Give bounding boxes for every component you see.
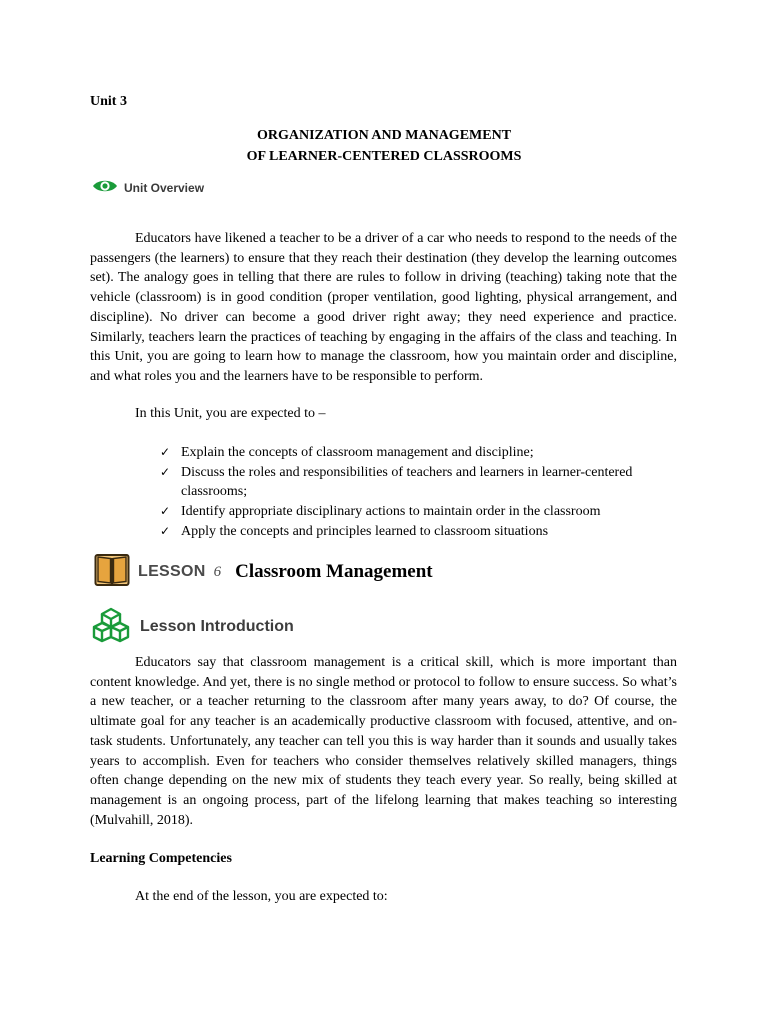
- objective-text: Explain the concepts of classroom management and discipline;: [181, 445, 534, 460]
- eye-icon: [92, 178, 118, 199]
- intro-paragraph: Educators say that classroom management is a critical skill, which is more important than content knowledge. And yet, there is no single method or protocol to follow to ensure success. So what’s a new teacher, or a teacher returning to the classroom after many years away, to do? Of course, the ultimate goal for any teacher is an academically productive classroom with focused, attentive, and on-task students. Unfortunately, any teacher can tell you this is way harder than it sounds and usually takes years to accomplish. Even for teachers who consider themselves relatively skilled managers, things often change depending on the new mix of students they teach every year. So really, being skilled at management is an ongoing process, part of the lifelong learning that makes teaching so interesting (Mulvahill, 2018).: [90, 655, 677, 828]
- boxes-icon: [92, 607, 130, 648]
- competencies-intro: At the end of the lesson, you are expected to:: [135, 889, 388, 904]
- overview-paragraph: Educators have likened a teacher to be a driver of a car who needs to respond to the needs of the passengers (the learners) to ensure that they reach their destination (they develop the learning outcomes set). The analogy goes in telling that there are rules to follow in driving (teaching) taking note that the vehicle (classroom) is in good condition (proper ventilation, good lighting, physical arrangement, and discipline). No driver can become a good driver right away; they need experience and practice. Similarly, teachers learn the practices of teaching by engaging in the affairs of the class and teaching. In this Unit, you are going to learn how to manage the classroom, how you maintain order and discipline, and what roles you and the learners have to be responsible to perform.: [90, 231, 677, 384]
- objective-text: Identify appropriate disciplinary actions to maintain order in the classroom: [181, 504, 601, 520]
- lesson-word: LESSON: [138, 563, 206, 580]
- unit-overview-label: Unit Overview: [124, 181, 205, 195]
- unit-label: Unit 3: [90, 94, 127, 109]
- lesson-number: 6: [213, 563, 222, 580]
- learning-competencies-heading: Learning Competencies: [90, 851, 232, 866]
- lesson-heading: [94, 553, 433, 591]
- unit-title-line-1: ORGANIZATION AND MANAGEMENT: [256, 128, 512, 143]
- unit-title-line-2: OF LEARNER-CENTERED CLASSROOMS: [246, 149, 522, 164]
- objective-item: [160, 443, 680, 463]
- objective-item: [160, 502, 680, 522]
- objective-text: Discuss the roles and responsibilities of teachers and learners in learner-centered classrooms;: [181, 464, 633, 500]
- unit-overview-heading: [92, 179, 204, 197]
- check-icon: ✓: [160, 464, 171, 479]
- check-icon: ✓: [160, 445, 171, 459]
- lesson-introduction-label: Lesson Introduction: [140, 618, 294, 635]
- objective-text: Apply the concepts and principles learned to classroom situations: [181, 523, 549, 539]
- book-icon: [94, 552, 130, 593]
- expected-intro: In this Unit, you are expected to –: [135, 406, 326, 421]
- objective-item: [160, 463, 680, 502]
- check-icon: ✓: [160, 504, 171, 519]
- objective-item: [160, 522, 680, 542]
- objectives-list: [160, 443, 680, 542]
- lesson-title: Classroom Management: [235, 561, 433, 582]
- lesson-introduction-heading: [92, 609, 294, 645]
- check-icon: ✓: [160, 523, 171, 538]
